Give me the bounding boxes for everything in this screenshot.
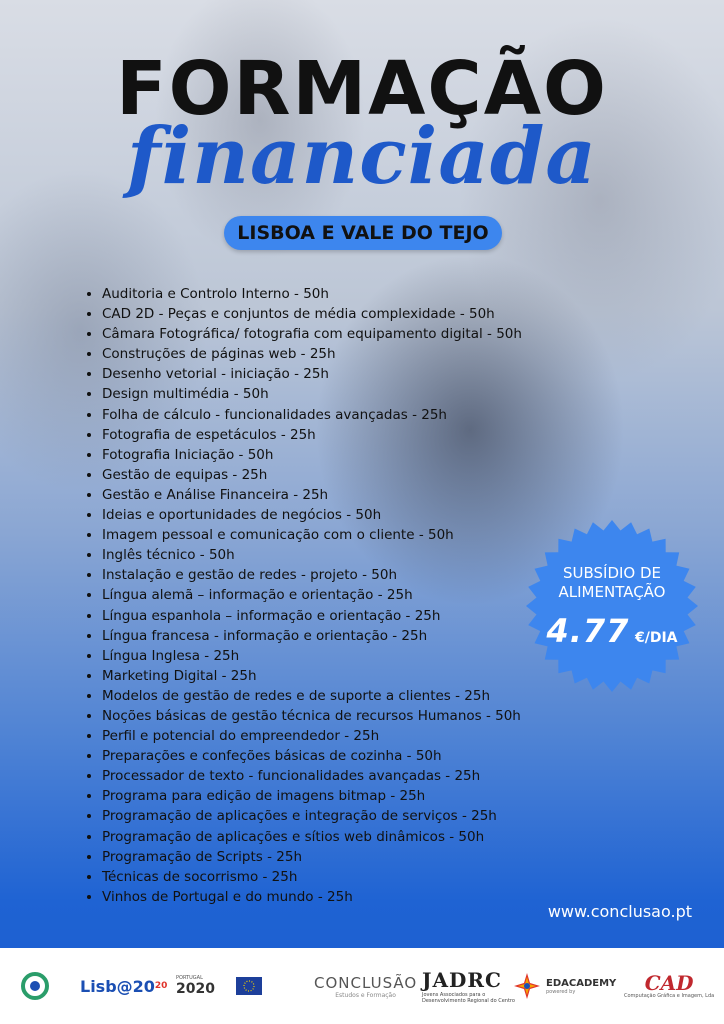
course-item: • Gestão de equipas - 25h [102,465,522,485]
region-pill: LISBOA E VALE DO TEJO [224,216,502,250]
course-item: • Preparações e confeções básicas de cozinha - 50h [102,746,522,766]
course-item: • Inglês técnico - 50h [102,545,522,565]
course-item: • Programação de Scripts - 25h [102,847,522,867]
course-item: • Processador de texto - funcionalidades avançadas - 25h [102,766,522,786]
course-item: • Fotografia de espetáculos - 25h [102,425,522,445]
course-item: • Programação de aplicações e integração de serviços - 25h [102,806,522,826]
course-item: • Modelos de gestão de redes e de suporte a clientes - 25h [102,686,522,706]
course-item: • Fotografia Iniciação - 50h [102,445,522,465]
badge-starburst-shape [526,520,698,692]
certification-logo [20,948,50,1024]
course-item: • Técnicas de socorrismo - 25h [102,867,522,887]
poster-title: FORMAÇÃO [116,46,608,132]
poster-subtitle: financiada [127,111,597,202]
course-item: • Auditoria e Controlo Interno - 50h [102,284,522,304]
course-list [82,284,522,907]
course-item: • Imagem pessoal e comunicação com o cliente - 50h [102,525,522,545]
subsidy-badge [526,520,698,692]
conclusao-logo: CONCLUSÃO Estudos e Formação [314,973,418,999]
course-item: • Câmara Fotográfica/ fotografia com equipamento digital - 50h [102,324,522,344]
course-item: • Construções de páginas web - 25h [102,344,522,364]
edicad-logo: CAD Computação Gráfica e Imagem, Lda [624,971,715,999]
course-item: • Língua espanhola – informação e orientação - 25h [102,606,522,626]
course-item: • Programação de aplicações e sítios web dinâmicos - 50h [102,827,522,847]
lisboa2020-logo: Lisb@20 20 [80,976,168,996]
course-item: • Língua Inglesa - 25h [102,646,522,666]
badge-unit: €/DIA [635,630,678,646]
course-item: • Noções básicas de gestão técnica de recursos Humanos - 50h [102,706,522,726]
course-item: • CAD 2D - Peças e conjuntos de média complexidade - 50h [102,304,522,324]
course-item: • Folha de cálculo - funcionalidades avançadas - 25h [102,405,522,425]
course-item: • Instalação e gestão de redes - projeto - 50h [102,565,522,585]
footer-logos [0,948,724,1024]
course-item: • Gestão e Análise Financeira - 25h [102,485,522,505]
course-item: • Vinhos de Portugal e do mundo - 25h [102,887,522,907]
eu-flag-icon [236,977,262,995]
course-item: • Design multimédia - 50h [102,384,522,404]
course-item: • Ideias e oportunidades de negócios - 50h [102,505,522,525]
badge-line1: SUBSÍDIO DE [562,564,662,582]
jadrc-logo: JADRC Jovens Associados para o Desenvolvimento Regional do Centro [422,968,515,1004]
portugal2020-logo: PORTUGAL 2020 [176,975,215,997]
edacademy-logo: EDACADEMY powered by [546,977,617,995]
course-item: • Programa para edição de imagens bitmap - 25h [102,786,522,806]
star-icon [512,971,542,1001]
course-item: • Marketing Digital - 25h [102,666,522,686]
edacademy-star-logo [512,948,542,1024]
eu-flag-logo [236,948,262,1024]
badge-line2: ALIMENTAÇÃO [558,583,666,601]
course-item: • Língua francesa - informação e orientação - 25h [102,626,522,646]
certification-icon [20,971,50,1001]
website-link[interactable]: www.conclusao.pt [547,902,692,921]
course-item: • Língua alemã – informação e orientação - 25h [102,585,522,605]
badge-amount: 4.77 [546,612,630,650]
course-item: • Desenho vetorial - iniciação - 25h [102,364,522,384]
course-item: • Perfil e potencial do empreendedor - 25h [102,726,522,746]
